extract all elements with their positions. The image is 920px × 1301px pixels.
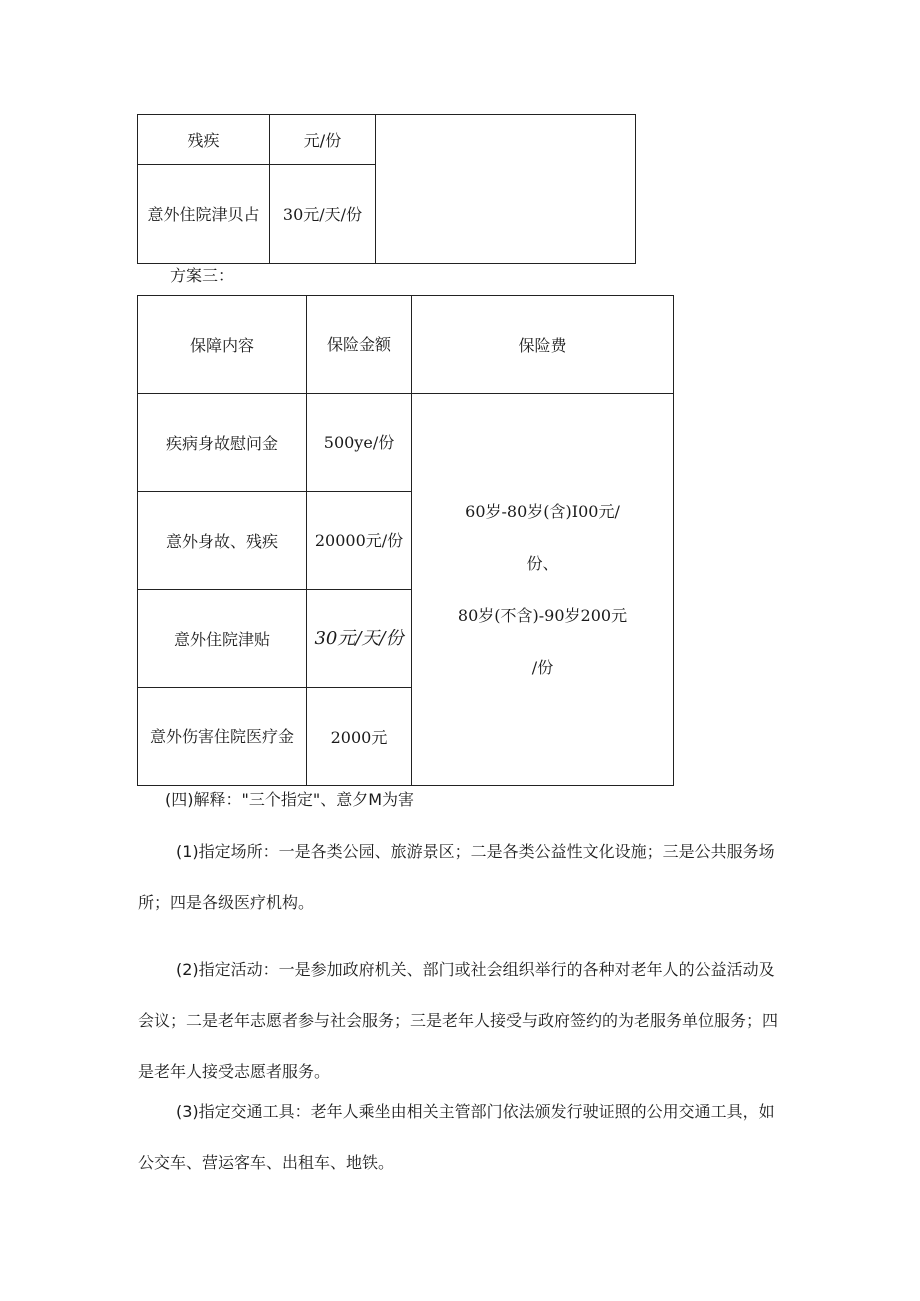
row-amount: 2000元 xyxy=(307,688,412,786)
header-content: 保障内容 xyxy=(138,296,307,394)
coverage-table-continued xyxy=(137,114,636,264)
row-amount: 20000元/份 xyxy=(307,492,412,590)
coverage-amount: 30元/天/份 xyxy=(270,165,376,264)
note-paragraph: (2)指定活动：一是参加政府机关、部门或社会组织举行的各种对老年人的公益活动及会议；二是老年志愿者参与社会服务；三是老年人接受与政府签约的为老服务单位服务；四是老年人接受志愿者服务。 xyxy=(138,960,779,1081)
row-amount: 30元/天/份 xyxy=(307,590,412,688)
row-content: 意外住院津贴 xyxy=(138,590,307,688)
fee-line: 份、 xyxy=(526,553,559,573)
fee-cell xyxy=(412,394,674,786)
plan-three-table xyxy=(137,295,674,786)
header-amount: 保险金额 xyxy=(307,296,412,394)
fee-cell-empty xyxy=(376,115,636,264)
row-content: 疾病身故慰问金 xyxy=(138,394,307,492)
notes-title: (四)解释："三个指定"、意夕M为害 xyxy=(165,790,415,809)
coverage-item: 意外住院津贝占 xyxy=(138,165,270,264)
fee-line: 80岁(不含)-90岁200元 xyxy=(457,605,628,625)
coverage-amount: 元/份 xyxy=(270,115,376,165)
header-fee: 保险费 xyxy=(412,296,674,394)
coverage-item: 残疾 xyxy=(138,115,270,165)
note-paragraph: (3)指定交通工具：老年人乘坐由相关主管部门依法颁发行驶证照的公用交通工具，如公交车、营运客车、出租车、地铁。 xyxy=(138,1102,775,1172)
note-paragraph: (1)指定场所：一是各类公园、旅游景区；二是各类公益性文化设施；三是公共服务场所；四是各级医疗机构。 xyxy=(138,842,775,912)
fee-line: /份 xyxy=(531,657,554,677)
plan-three-title: 方案三： xyxy=(170,266,235,285)
fee-line: 60岁-80岁(含)I00元/ xyxy=(465,501,620,521)
row-content: 意外身故、残疾 xyxy=(138,492,307,590)
row-content: 意外伤害住院医疗金 xyxy=(138,688,307,786)
row-amount: 500ye/份 xyxy=(307,394,412,492)
